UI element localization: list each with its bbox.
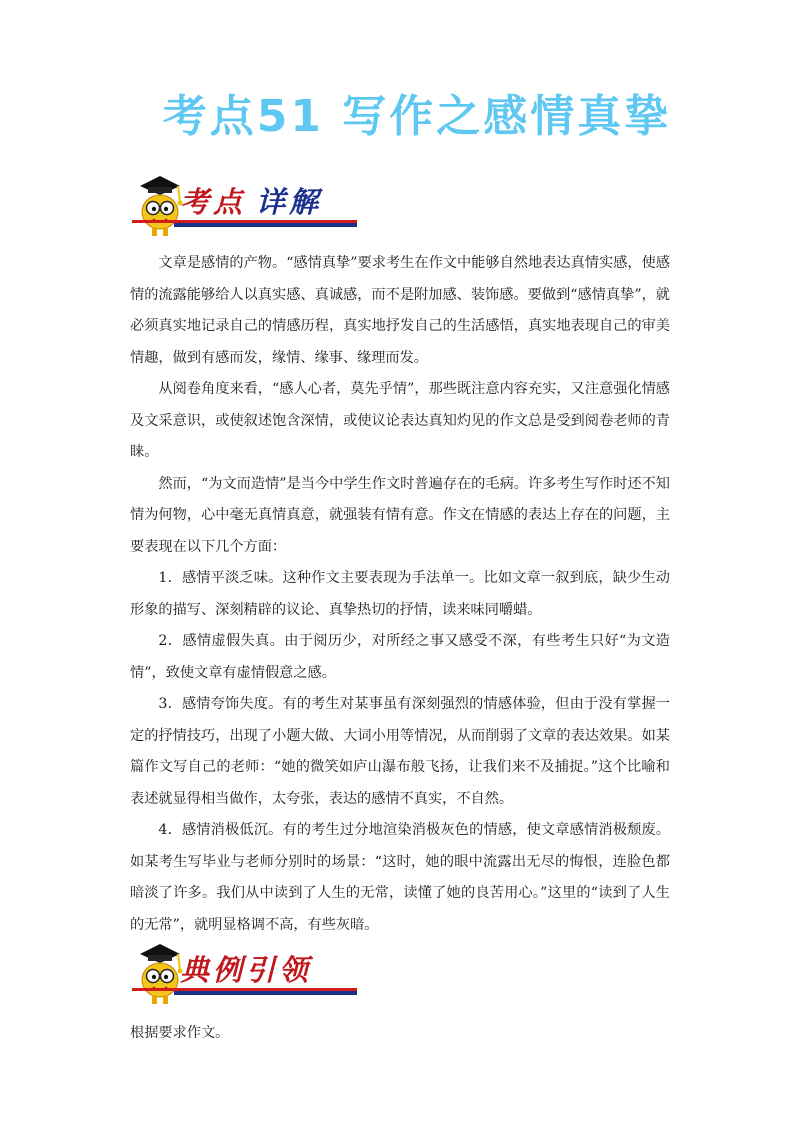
banner-divider-blue	[174, 991, 357, 995]
list-item: 4．感情消极低沉。有的考生过分地渲染消极灰色的情感，使文章感情消极颓废。如某考生写毕业与老师分别时的场景：“这时，她的眼中流露出无尽的悔恨，连脸色都暗淡了许多。我们从中读到了人生的无常，读懂了她的良苦用心。”这里的“读到了人生的无常”，就明显格调不高，有些灰暗。	[130, 822, 670, 933]
list-item: 3．感情夸饰失度。有的考生对某事虽有深刻强烈的情感体验，但由于没有掌握一定的抒情技巧，出现了小题大做、大词小用等情况，从而削弱了文章的表达效果。如某篇作文写自己的老师：“她的微笑如庐山瀑布般飞扬，让我们来不及捕捉。”这个比喻和表述就显得相当做作，太夸张，表达的感情不真实，不自然。	[130, 696, 670, 807]
list-item: 1．感情平淡乏味。这种作文主要表现为手法单一。比如文章一叙到底，缺少生动形象的描写、深刻精辟的议论、真挚热切的抒情，读来味同嚼蜡。	[130, 570, 670, 618]
paragraph: 然而，“为文而造情”是当今中学生作文时普遍存在的毛病。许多考生写作时还不知情为何物，心中毫无真情真意，就强装有情有意。作文在情感的表达上存在的问题，主要表现在以下几个方面：	[130, 475, 670, 555]
section-header-kaodian-xiangjie	[132, 172, 362, 238]
section-header-dianli-yinling	[132, 940, 362, 1006]
section-title-part1: 考点	[180, 185, 247, 219]
list-item: 2．感情虚假失真。由于阅历少，对所经之事又感受不深，有些考生只好“为文造情”，致使文章有虚情假意之感。	[130, 633, 670, 681]
task-instruction: 根据要求作文。	[130, 1025, 230, 1041]
page-title: 考点51 写作之感情真挚	[162, 91, 672, 142]
section-title-part2: 详解	[256, 185, 323, 219]
paragraph: 从阅卷角度来看，“感人心者，莫先乎情”，那些既注意内容充实，又注意强化情感及文采意识，或使叙述饱含深情，或使议论表达真知灼见的作文总是受到阅卷老师的青睐。	[130, 381, 670, 460]
section-title: 典例引领	[180, 953, 313, 987]
body-text	[130, 248, 670, 941]
paragraph: 文章是感情的产物。“感情真挚”要求考生在作文中能够自然地表达真情实感，使感情的流露能够给人以真实感、真诚感，而不是附加感、装饰感。要做到“感情真挚”，就必须真实地记录自己的情感历程，真实地抒发自己的生活感悟，真实地表现自己的审美情趣，做到有感而发，缘情、缘事、缘理而发。	[130, 255, 670, 366]
banner-divider-blue	[174, 223, 357, 227]
